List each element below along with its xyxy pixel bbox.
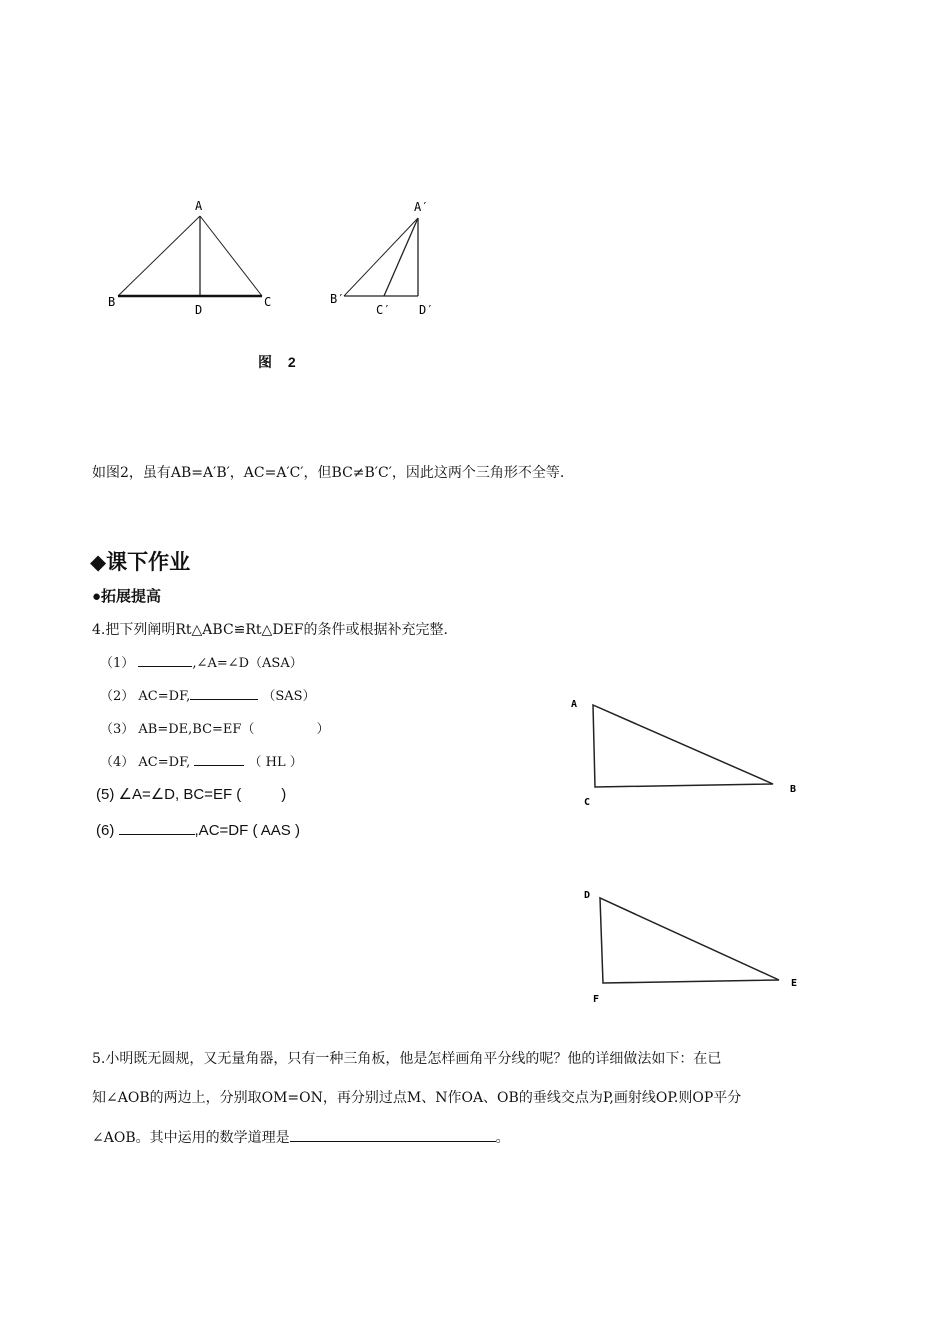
label-b: B bbox=[108, 295, 116, 309]
answer-blank[interactable] bbox=[194, 751, 244, 766]
answer-blank[interactable] bbox=[290, 1126, 496, 1142]
question-5-text: ∠AOB。其中运用的数学道理是 bbox=[92, 1130, 290, 1146]
triangle-abc-prime-figure bbox=[330, 200, 433, 317]
item-text: ,∠A=∠D（ASA） bbox=[192, 656, 303, 671]
item-text: ,AC=DF ( AAS ) bbox=[194, 822, 300, 839]
item-text: AC=DF, bbox=[138, 689, 191, 704]
question-4-item-5 bbox=[96, 785, 286, 803]
label-d-prime: D′ bbox=[419, 303, 434, 317]
item-label: （2） bbox=[100, 689, 135, 704]
answer-blank[interactable] bbox=[190, 685, 258, 700]
question-5-end: 。 bbox=[495, 1130, 510, 1146]
label-a: A bbox=[195, 199, 203, 213]
answer-blank[interactable] bbox=[119, 819, 195, 835]
item-label: (5) bbox=[96, 786, 115, 803]
section-title: ◆课下作业 bbox=[90, 551, 191, 574]
item-label: （4） bbox=[100, 755, 135, 770]
vertex-d: D bbox=[584, 890, 591, 901]
item-text: ∠A=∠D, BC=EF ( bbox=[118, 786, 242, 803]
triangle-abc bbox=[571, 699, 796, 808]
triangle-abc-figure bbox=[108, 199, 271, 317]
subsection-title: ●拓展提高 bbox=[92, 588, 162, 605]
question-4-stem: 4.把下列阐明Rt△ABC≌Rt△DEF的条件或根据补充完整. bbox=[92, 622, 448, 638]
item-text: ） bbox=[316, 722, 330, 737]
question-5-line-3 bbox=[92, 1126, 510, 1147]
label-a-prime: A′ bbox=[414, 200, 429, 214]
figure-2 bbox=[0, 0, 950, 420]
right-triangles-figure bbox=[540, 680, 830, 1020]
item-label: （3） bbox=[100, 722, 135, 737]
intro-text: 如图2，虽有AB=A′B′，AC=A′C′，但BC≠B′C′，因此这两个三角形不全等. bbox=[92, 465, 565, 481]
label-d: D bbox=[195, 303, 203, 317]
question-4-item-1 bbox=[100, 652, 303, 671]
question-5-line-1: 5.小明既无圆规，又无量角器，只有一种三角板，他是怎样画角平分线的呢？他的详细做法如下：在已 bbox=[92, 1051, 722, 1067]
label-b-prime: B′ bbox=[330, 292, 345, 306]
vertex-f: F bbox=[593, 994, 600, 1005]
question-4-item-3 bbox=[100, 718, 329, 737]
item-text: ) bbox=[281, 786, 287, 803]
item-text: （SAS） bbox=[262, 689, 316, 704]
vertex-c: C bbox=[584, 797, 591, 808]
question-5-line-2: 知∠AOB的两边上，分别取OM=ON，再分别过点M、N作OA、OB的垂线交点为P,画射线OP.则OP平分 bbox=[92, 1090, 742, 1106]
question-4-item-6 bbox=[96, 819, 300, 839]
item-label: (6) bbox=[96, 822, 115, 839]
question-4-item-2 bbox=[100, 685, 316, 704]
triangle-def bbox=[584, 890, 797, 1005]
item-label: （1） bbox=[100, 656, 135, 671]
question-4-item-4 bbox=[100, 751, 303, 770]
label-c: C bbox=[264, 295, 272, 309]
answer-blank[interactable] bbox=[138, 652, 192, 667]
vertex-a: A bbox=[571, 699, 578, 710]
item-text: （ HL ） bbox=[248, 755, 303, 770]
vertex-b: B bbox=[790, 784, 797, 795]
label-c-prime: C′ bbox=[376, 303, 391, 317]
vertex-e: E bbox=[791, 978, 798, 989]
figure-caption: 图 2 bbox=[258, 354, 302, 370]
item-text: AB=DE,BC=EF（ bbox=[138, 722, 255, 737]
item-text: AC=DF, bbox=[138, 755, 191, 770]
